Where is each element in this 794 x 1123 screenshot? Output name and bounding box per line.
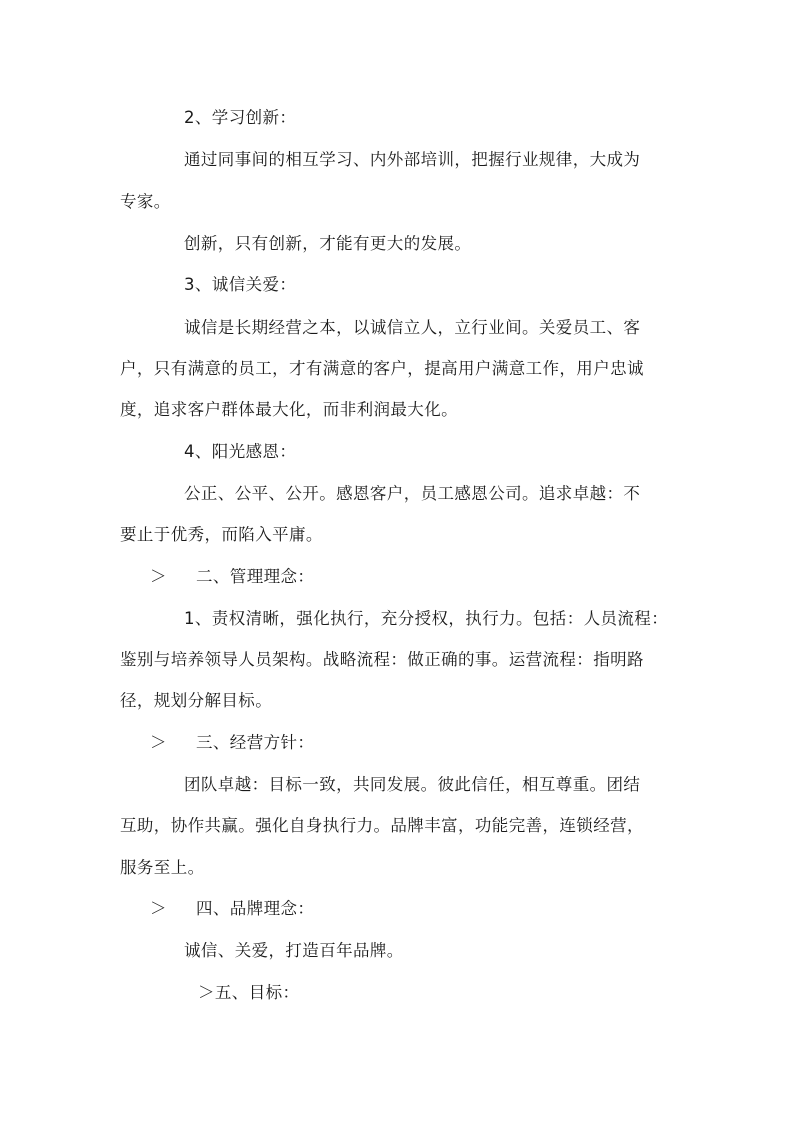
section-heading-management-philosophy: ＞ 二、管理理念：	[150, 565, 314, 589]
paragraph-line: 通过同事间的相互学习、内外部培训，把握行业规律，大成为	[184, 150, 641, 169]
paragraph-line: 公正、公平、公开。感恩客户，员工感恩公司。追求卓越：不	[184, 484, 641, 503]
paragraph-line: 互助，协作共赢。强化自身执行力。品牌丰富，功能完善，连锁经营，	[120, 816, 644, 835]
paragraph-line: 要止于优秀，而陷入平庸。	[120, 525, 323, 544]
bullet-marker: ＞	[150, 733, 167, 752]
paragraph-line: 户，只有满意的员工，才有满意的客户，提高用户满意工作，用户忠诚	[120, 359, 644, 378]
section-heading-integrity-care: 3、诚信关爱：	[184, 275, 297, 294]
paragraph-line: 1、责权清晰，强化执行，充分授权，执行力。包括：人员流程：	[184, 609, 669, 628]
paragraph-line: 创新，只有创新，才能有更大的发展。	[184, 234, 472, 253]
bullet-marker: ＞	[150, 899, 167, 918]
section-heading-brand-philosophy: ＞ 四、品牌理念：	[150, 897, 314, 921]
paragraph-line: 鉴别与培养领导人员架构。战略流程：做正确的事。运营流程：指明路	[120, 650, 644, 669]
bullet-marker: ＞	[150, 567, 167, 586]
bullet-marker: ＞五、	[198, 983, 249, 1002]
section-heading-business-policy: ＞ 三、经营方针：	[150, 731, 314, 755]
paragraph-line: 专家。	[120, 192, 171, 211]
paragraph-line: 诚信是长期经营之本，以诚信立人，立行业间。关爱员工、客	[184, 318, 641, 337]
paragraph-line: 团队卓越：目标一致，共同发展。彼此信任，相互尊重。团结	[184, 775, 641, 794]
paragraph-line: 径，规划分解目标。	[120, 691, 273, 710]
section-heading-goals: ＞五、目标：	[198, 983, 300, 1002]
section-heading-sunshine-gratitude: 4、阳光感恩：	[184, 442, 297, 461]
section-heading-learning-innovation: 2、学习创新：	[184, 108, 297, 127]
paragraph-line: 服务至上。	[120, 858, 205, 877]
paragraph-line: 度，追求客户群体最大化，而非利润最大化。	[120, 400, 458, 419]
paragraph-line: 诚信、关爱，打造百年品牌。	[184, 941, 404, 960]
